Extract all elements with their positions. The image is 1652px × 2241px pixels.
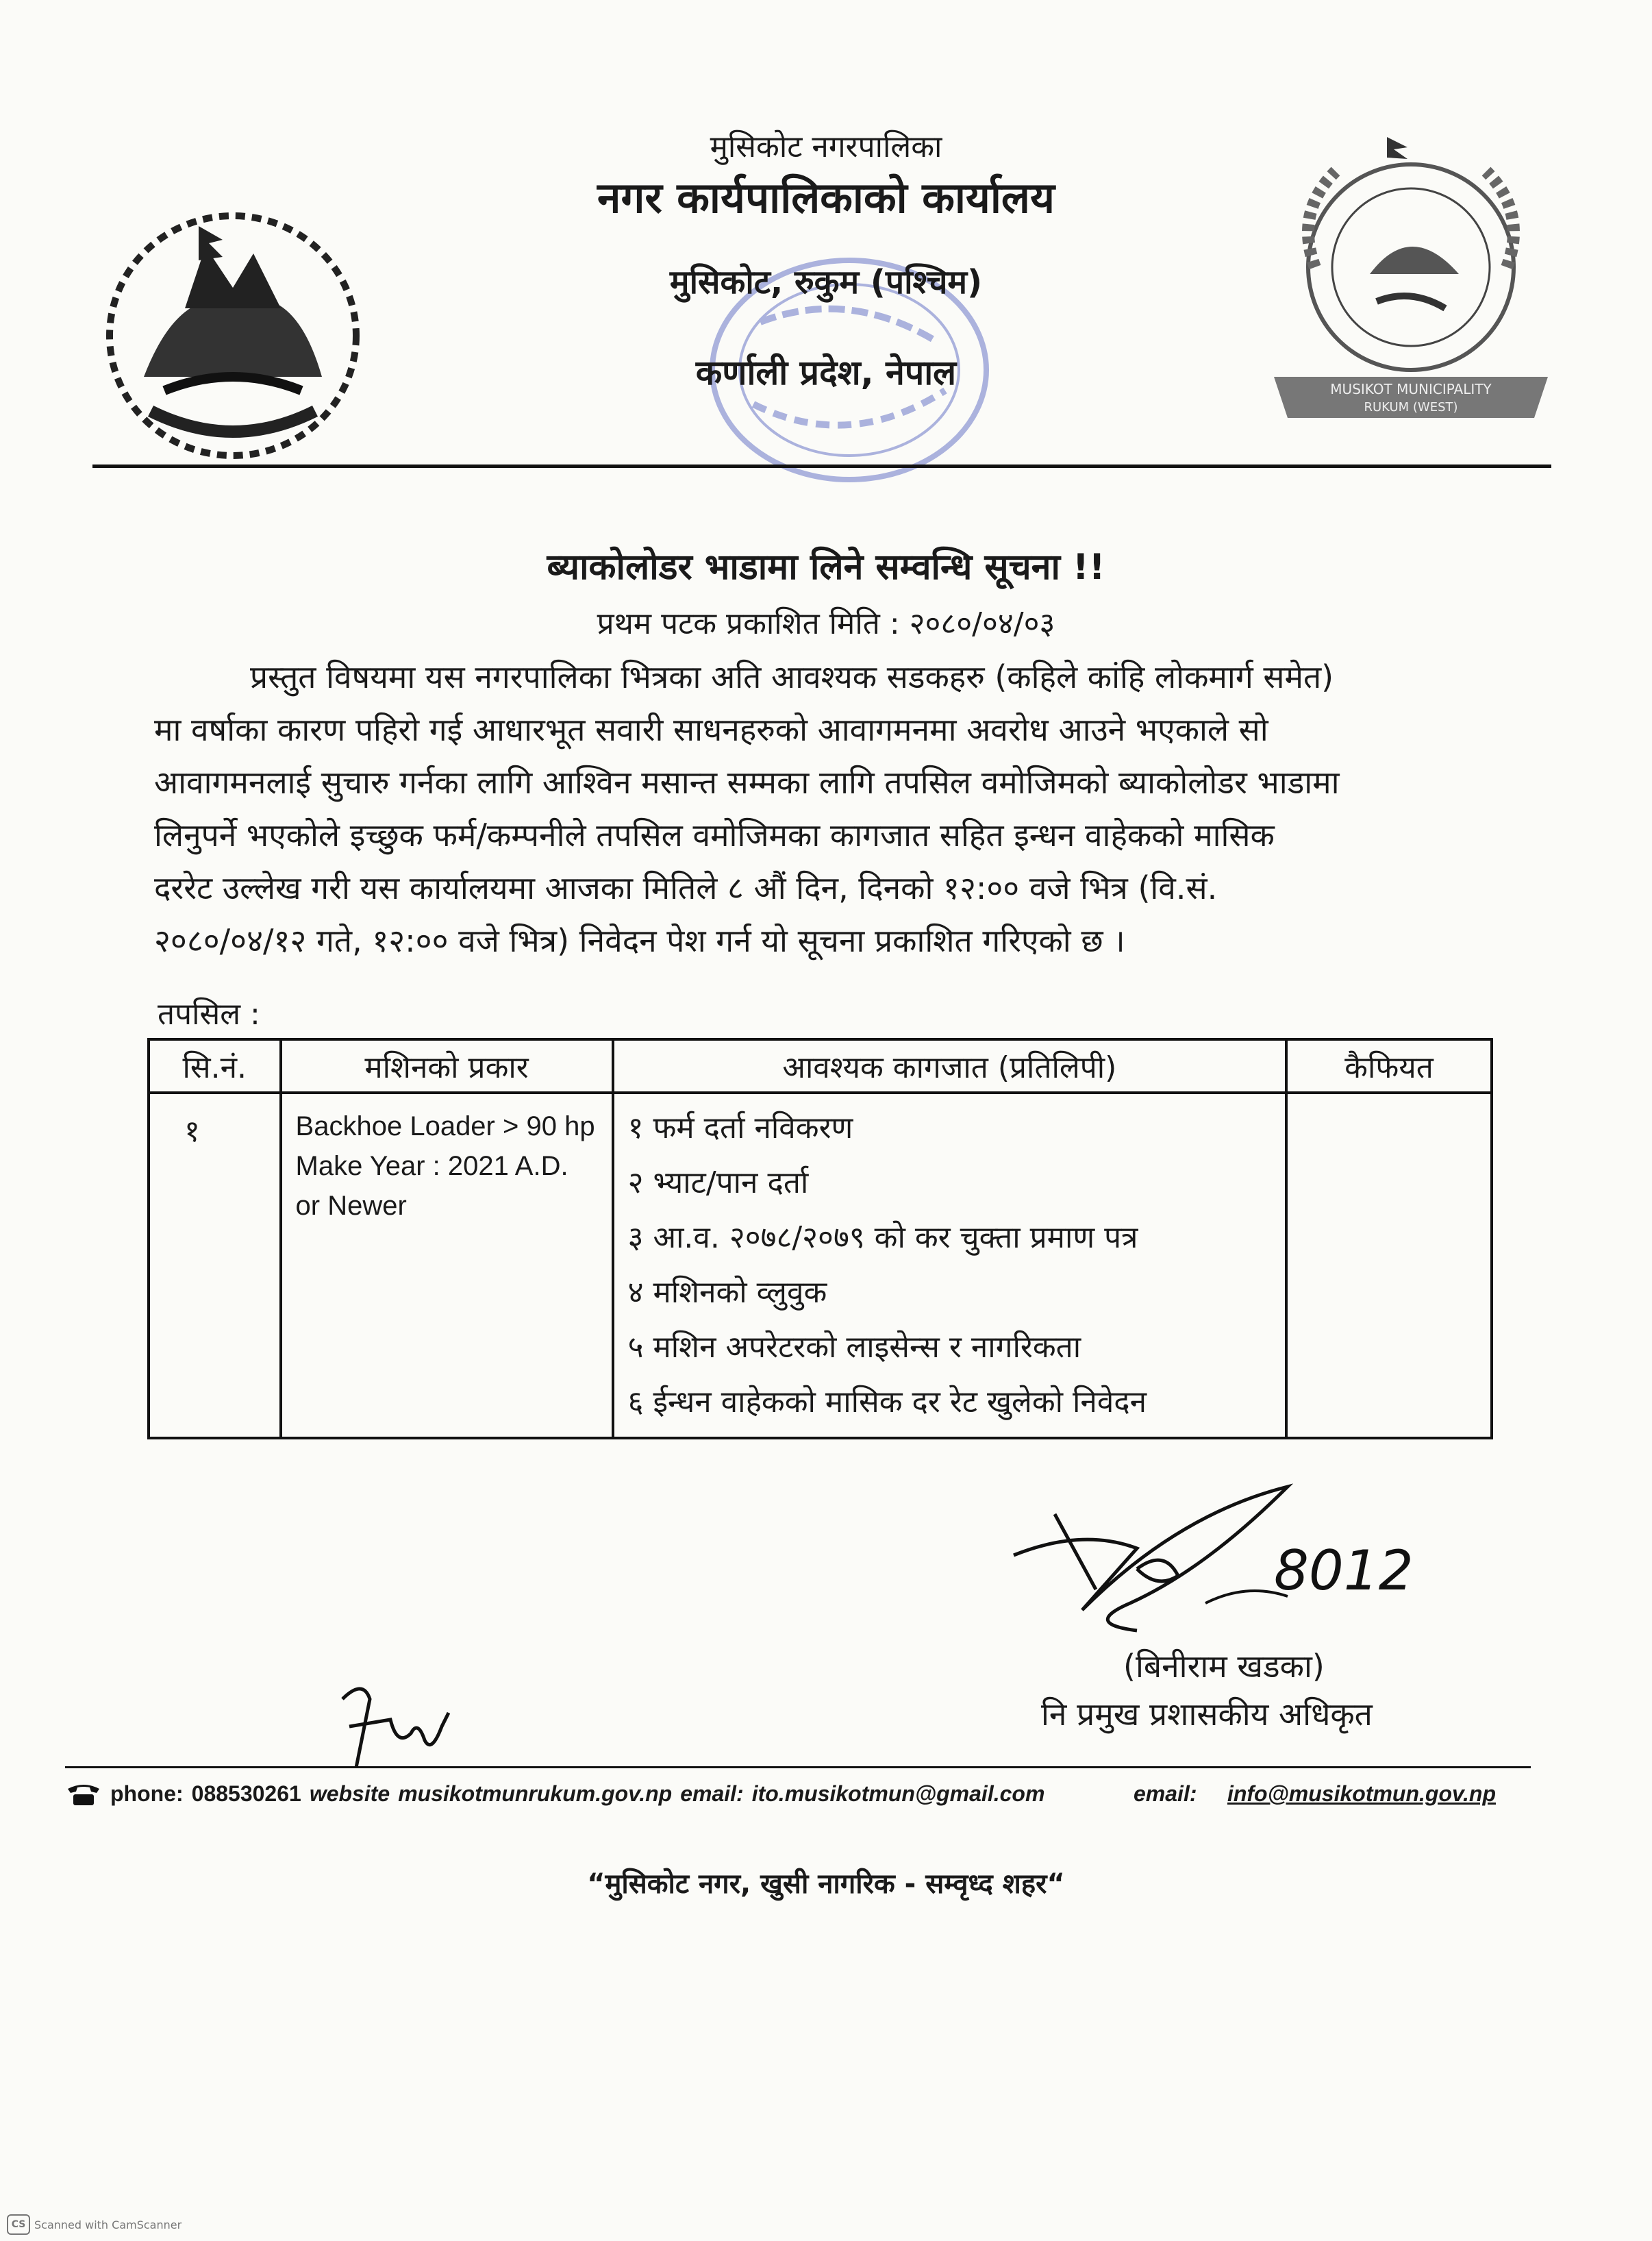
email-link[interactable]: ito.musikotmun@gmail.com: [751, 1781, 1045, 1806]
notice-body-line: आवागमनलाई सुचारु गर्नका लागि आश्विन मसान्त सम्मका लागि तपसिल वमोजिमको ब्याकोलोडर भाडामा: [154, 764, 1340, 801]
machine-line: Make Year : 2021 A.D.: [295, 1151, 568, 1181]
footer-contact: [65, 1781, 1044, 1807]
municipality-name: मुसिकोट नगरपालिका: [710, 129, 942, 164]
document-item: ४ मशिनको व्लुवुक: [627, 1275, 827, 1310]
machine-line: or Newer: [295, 1191, 407, 1221]
col-header-sn: सि.नं.: [149, 1039, 281, 1093]
email-label: email:: [680, 1781, 744, 1806]
office-province: कर्णाली प्रदेश, नेपाल: [695, 353, 957, 393]
col-header-required-documents: आवश्यक कागजात (प्रतिलिपी): [613, 1039, 1287, 1093]
cell-sn: १: [149, 1093, 281, 1438]
footer-divider: [65, 1766, 1531, 1768]
municipality-slogan: “मुसिकोट नगर, खुसी नागरिक - सम्वृध्द शहर“: [587, 1868, 1065, 1900]
document-item: ५ मशिन अपरेटरको लाइसेन्स र नागरिकता: [627, 1330, 1081, 1365]
requirements-table: [147, 1038, 1493, 1439]
signatory-title: नि प्रमुख प्रशासकीय अधिकृत: [1041, 1696, 1373, 1733]
col-header-machine-type: मशिनको प्रकार: [281, 1039, 613, 1093]
footer-email-right: [1134, 1781, 1496, 1807]
document-item: ३ आ.व. २०७८/२०७९ को कर चुक्ता प्रमाण पत्र: [627, 1220, 1138, 1255]
phone-label: phone:: [110, 1781, 184, 1806]
notice-body-line: मा वर्षाका कारण पहिरो गई आधारभूत सवारी साधनहरुको आवागमनमा अवरोध आउने भएकाले सो: [154, 711, 1268, 748]
document-item: २ भ्याट/पान दर्ता: [627, 1165, 809, 1200]
office-name: नगर कार्यपालिकाको कार्यालय: [597, 173, 1055, 223]
document-item: ६ ईन्धन वाहेकको मासिक दर रेट खुलेको निवेदन: [627, 1385, 1147, 1420]
col-header-remarks: कैफियत: [1286, 1039, 1492, 1093]
signatory-name: (बिनीराम खडका): [1123, 1648, 1325, 1685]
notice-published-date: प्रथम पटक प्रकाशित मिति : २०८०/०४/०३: [597, 606, 1055, 641]
svg-text:8012: 8012: [1274, 1539, 1414, 1602]
phone-number[interactable]: 088530261: [191, 1781, 301, 1806]
document-item: १ फर्म दर्ता नविकरण: [627, 1111, 853, 1146]
machine-line: Backhoe Loader > 90 hp: [295, 1111, 595, 1141]
scanner-watermark: [7, 2214, 182, 2235]
cell-required-documents: [613, 1093, 1287, 1438]
notice-body: [154, 651, 1510, 967]
notice-body-line: दररेट उल्लेख गरी यस कार्यालयमा आजका मितिले ८ औं दिन, दिनको १२:०० वजे भित्र (वि.सं.: [154, 869, 1218, 906]
table-header-row: [149, 1039, 1492, 1093]
cell-machine-type: [281, 1093, 613, 1438]
camscanner-logo: CS: [7, 2214, 30, 2235]
svg-text:RUKUM (WEST): RUKUM (WEST): [1364, 400, 1458, 414]
svg-text:MUSIKOT MUNICIPALITY: MUSIKOT MUNICIPALITY: [1330, 381, 1492, 397]
notice-body-line: लिनुपर्ने भएकोले इच्छुक फर्म/कम्पनीले तपसिल वमोजिमका कागजात सहित इन्धन वाहेकको मासिक: [154, 817, 1275, 854]
email2-label: email:: [1134, 1781, 1197, 1806]
notice-body-line: २०८०/०४/१२ गते, १२:०० वजे भित्र) निवेदन पेश गर्न यो सूचना प्रकाशित गरिएको छ ।: [154, 922, 1125, 959]
email2-link[interactable]: info@musikotmun.gov.np: [1227, 1781, 1497, 1806]
cell-remarks: [1286, 1093, 1492, 1438]
initials-signature: [322, 1672, 473, 1774]
table-row: [149, 1093, 1492, 1438]
officer-signature: [1000, 1473, 1466, 1651]
telephone-icon: [65, 1782, 102, 1807]
notice-body-line: प्रस्तुत विषयमा यस नगरपालिका भित्रका अति आवश्यक सडकहरु (कहिले कांहि लोकमार्ग समेत): [250, 658, 1334, 695]
nepal-government-emblem: [96, 206, 370, 466]
office-address: मुसिकोट, रुकुम (पश्चिम): [669, 263, 983, 301]
tapasil-label: तपसिल :: [158, 997, 260, 1032]
scanner-text: Scanned with CamScanner: [34, 2218, 182, 2231]
website-link[interactable]: musikotmunrukum.gov.np: [398, 1781, 673, 1806]
website-label: website: [309, 1781, 390, 1806]
notice-title: ब्याकोलोडर भाडामा लिने सम्वन्धि सूचना !!: [547, 547, 1105, 588]
header-divider: [92, 465, 1551, 468]
